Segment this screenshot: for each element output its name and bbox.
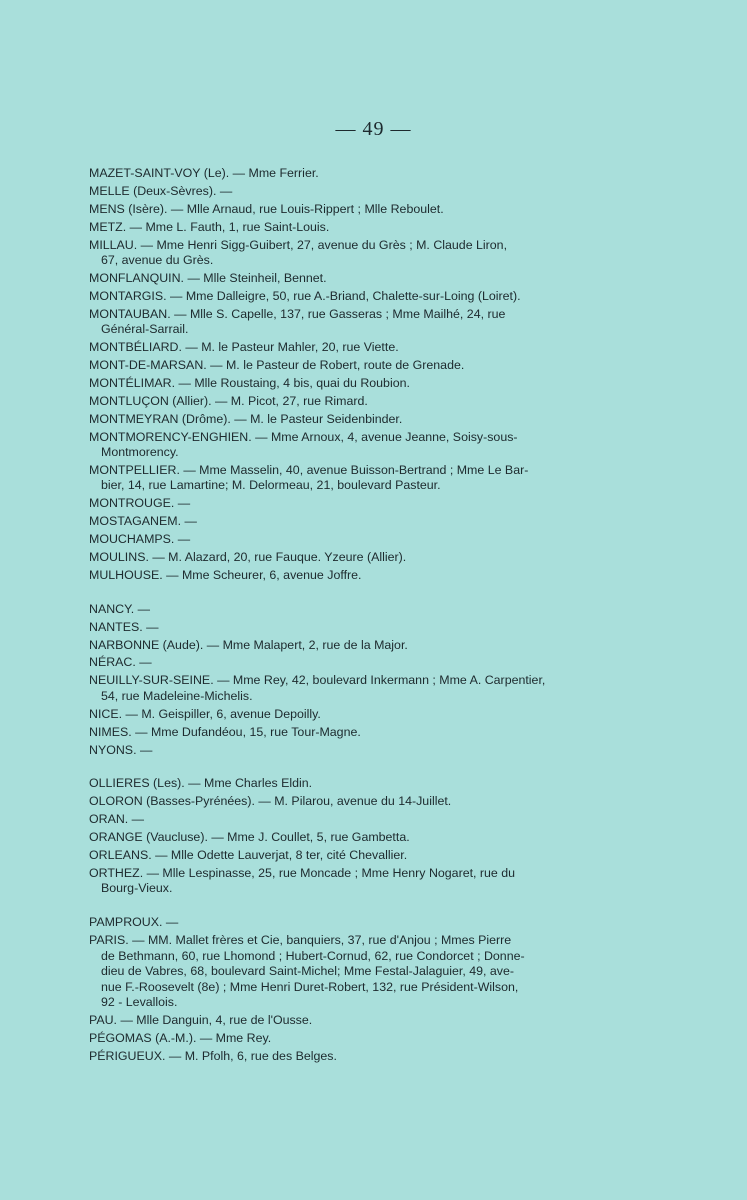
entry-text: MILLAU. — Mme Henri Sigg-Guibert, 27, avenue du Grès ; M. Claude Liron, — [89, 237, 508, 252]
directory-entry — [89, 638, 617, 654]
directory-entry — [89, 848, 617, 864]
entry-text: MAZET-SAINT-VOY (Le). — Mme Ferrier. — [89, 166, 319, 180]
directory-entry — [89, 202, 617, 218]
entry-text: MOSTAGANEM. — — [89, 514, 197, 529]
directory-entry — [89, 340, 617, 356]
directory-entry — [89, 238, 617, 269]
entry-text: MONTARGIS. — Mme Dalleigre, 50, rue A.-Briand, Chalette-sur-Loing (Loiret). — [89, 288, 521, 303]
entry-text: MONT-DE-MARSAN. — M. le Pasteur de Robert, route de Grenade. — [89, 358, 465, 373]
entry-continuation: Général-Sarrail. — [101, 322, 189, 337]
directory-entry — [89, 620, 617, 636]
directory-entry — [89, 394, 617, 410]
entry-text: MONTROUGE. — — [89, 496, 191, 511]
entry-text: PAU. — Mlle Danguin, 4, rue de l'Ousse. — [89, 1013, 313, 1028]
entry-continuation: Bourg-Vieux. — [101, 881, 173, 896]
entry-text: PÉGOMAS (A.-M.). — Mme Rey. — [89, 1030, 272, 1045]
directory-entry — [89, 725, 617, 741]
directory-entry — [89, 463, 617, 494]
directory-entry — [89, 602, 617, 618]
entry-text: ORTHEZ. — Mlle Lespinasse, 25, rue Moncade ; Mme Henry Nogaret, rue du — [89, 865, 516, 880]
directory-entry — [89, 655, 617, 671]
directory-entry — [89, 532, 617, 548]
directory-entry — [89, 776, 617, 792]
entry-text: ORANGE (Vaucluse). — Mme J. Coullet, 5, rue Gambetta. — [89, 830, 410, 845]
entry-text: NARBONNE (Aude). — Mme Malapert, 2, rue de la Major. — [89, 637, 408, 652]
directory-entry — [89, 1049, 617, 1065]
directory-entry — [89, 794, 617, 810]
page-number: — 49 — — [335, 118, 412, 140]
directory-entry — [89, 866, 617, 897]
directory-entry — [89, 707, 617, 723]
entry-text: MELLE (Deux-Sèvres). — — [89, 183, 233, 198]
directory-entry — [89, 376, 617, 392]
directory-entry — [89, 568, 617, 584]
directory-entry — [89, 1013, 617, 1029]
entry-text: MONTLUÇON (Allier). — M. Picot, 27, rue Rimard. — [89, 393, 368, 408]
directory-entry — [89, 550, 617, 566]
entry-continuation: 54, rue Madeleine-Michelis. — [101, 688, 253, 703]
entry-text: MONFLANQUIN. — Mlle Steinheil, Bennet. — [89, 270, 327, 285]
directory-entry — [89, 830, 617, 846]
entry-text: PÉRIGUEUX. — M. Pfolh, 6, rue des Belges. — [89, 1048, 337, 1063]
entry-text: ORLEANS. — Mlle Odette Lauverjat, 8 ter, cité Chevallier. — [89, 848, 408, 862]
entry-text: PARIS. — MM. Mallet frères et Cie, banquiers, 37, rue d'Anjou ; Mmes Pierre — [89, 933, 512, 948]
entry-text: NANTES. — — [89, 619, 159, 634]
directory-list — [89, 166, 617, 1067]
entry-continuation: nue F.-Roosevelt (8e) ; Mme Henri Duret-Robert, 132, rue Président-Wilson, — [101, 979, 519, 994]
entry-text: NICE. — M. Geispiller, 6, avenue Depoilly. — [89, 706, 321, 721]
directory-entry — [89, 307, 617, 338]
directory-entry — [89, 812, 617, 828]
entry-text: NYONS. — — [89, 742, 153, 757]
entry-text: MONTMORENCY-ENGHIEN. — Mme Arnoux, 4, avenue Jeanne, Soisy-sous- — [89, 429, 518, 444]
directory-entry — [89, 915, 617, 931]
entry-text: ORAN. — — [89, 812, 145, 827]
entry-text: OLLIERES (Les). — Mme Charles Eldin. — [89, 776, 313, 791]
section-gap — [89, 586, 617, 602]
entry-text: MULHOUSE. — Mme Scheurer, 6, avenue Joffre. — [89, 567, 362, 582]
directory-entry — [89, 933, 617, 1011]
entry-text: MOUCHAMPS. — — [89, 532, 191, 547]
directory-entry — [89, 673, 617, 704]
directory-entry — [89, 289, 617, 305]
entry-text: MOULINS. — M. Alazard, 20, rue Fauque. Yzeure (Allier). — [89, 550, 407, 565]
entry-text: MONTMEYRAN (Drôme). — M. le Pasteur Seidenbinder. — [89, 411, 403, 426]
entry-text: MONTÉLIMAR. — Mlle Roustaing, 4 bis, quai du Roubion. — [89, 375, 410, 390]
entry-text: MENS (Isère). — Mlle Arnaud, rue Louis-Rippert ; Mlle Reboulet. — [89, 201, 444, 216]
entry-text: NEUILLY-SUR-SEINE. — Mme Rey, 42, boulevard Inkermann ; Mme A. Carpentier, — [89, 673, 546, 688]
entry-text: MONTBÉLIARD. — M. le Pasteur Mahler, 20, rue Viette. — [89, 340, 399, 355]
entry-continuation: de Bethmann, 60, rue Lhomond ; Hubert-Cornud, 62, rue Condorcet ; Donne- — [101, 948, 525, 963]
directory-entry — [89, 1031, 617, 1047]
entry-text: MONTPELLIER. — Mme Masselin, 40, avenue Buisson-Bertrand ; Mme Le Bar- — [89, 462, 529, 477]
entry-text: NANCY. — — [89, 601, 151, 616]
entry-continuation: Montmorency. — [101, 445, 179, 460]
entry-text: OLORON (Basses-Pyrénées). — M. Pilarou, avenue du 14-Juillet. — [89, 794, 452, 809]
section-gap — [89, 899, 617, 915]
entry-text: NÉRAC. — — [89, 655, 152, 670]
directory-entry — [89, 412, 617, 428]
entry-continuation: bier, 14, rue Lamartine; M. Delormeau, 21, boulevard Pasteur. — [101, 478, 441, 493]
entry-continuation: 67, avenue du Grès. — [101, 253, 214, 268]
directory-entry — [89, 496, 617, 512]
entry-text: PAMPROUX. — — [89, 915, 179, 930]
directory-entry — [89, 220, 617, 236]
directory-entry — [89, 358, 617, 374]
section-gap — [89, 760, 617, 776]
entry-text: METZ. — Mme L. Fauth, 1, rue Saint-Louis. — [89, 219, 330, 234]
entry-continuation: dieu de Vabres, 68, boulevard Saint-Michel; Mme Festal-Jalaguier, 49, ave- — [101, 964, 515, 979]
directory-entry — [89, 271, 617, 287]
directory-entry — [89, 166, 617, 182]
directory-entry — [89, 514, 617, 530]
directory-entry — [89, 184, 617, 200]
entry-text: NIMES. — Mme Dufandéou, 15, rue Tour-Magne. — [89, 724, 361, 739]
directory-entry — [89, 430, 617, 461]
entry-text: MONTAUBAN. — Mlle S. Capelle, 137, rue Gasseras ; Mme Mailhé, 24, rue — [89, 306, 506, 321]
entry-continuation: 92 - Levallois. — [101, 995, 178, 1010]
directory-entry — [89, 743, 617, 759]
